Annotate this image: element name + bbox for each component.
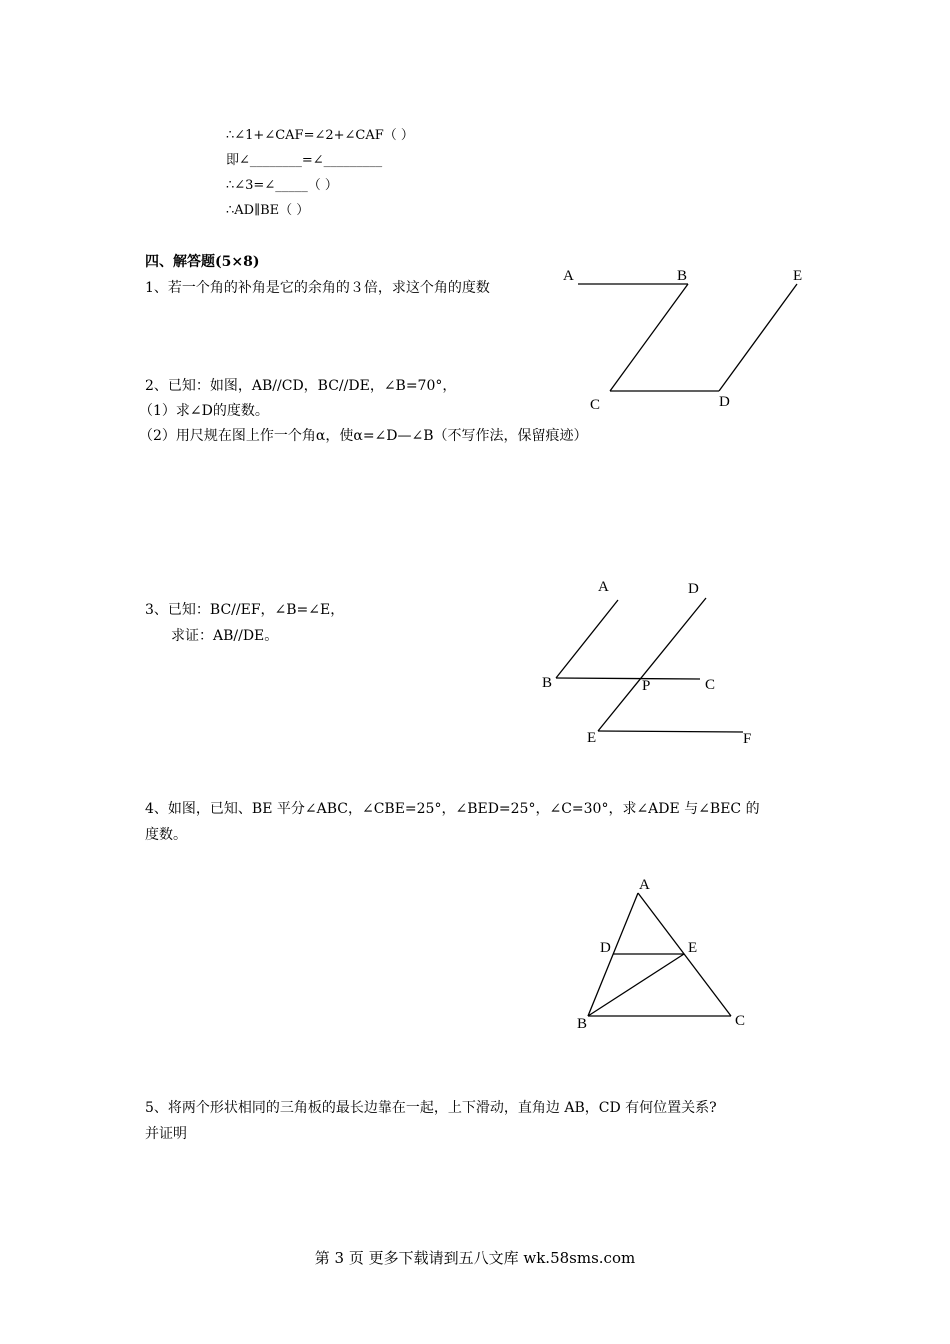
segment-bc-2 (556, 678, 700, 679)
segment-ef (598, 731, 743, 732)
label-e: E (793, 268, 803, 284)
proof-line-1: ∴∠1+∠CAF=∠2+∠CAF（ ） (226, 128, 414, 143)
segment-de (719, 284, 797, 391)
label-e-3: E (688, 940, 698, 956)
section-title: 四、解答题(5×8) (145, 254, 260, 270)
question-4-line-2: 度数。 (145, 827, 187, 843)
segment-bc (610, 284, 688, 391)
label-d-2: D (688, 581, 699, 597)
label-b: B (677, 268, 688, 284)
label-b-2: B (542, 675, 553, 691)
label-a: A (563, 268, 574, 284)
segment-ed (598, 598, 706, 731)
question-5-line-1: 5、将两个形状相同的三角板的最长边靠在一起，上下滑动，直角边 AB，CD 有何位置关系? (145, 1100, 717, 1116)
proof-line-3: ∴∠3=∠_____（ ） (226, 178, 338, 193)
label-d: D (719, 394, 730, 410)
label-a-3: A (639, 877, 650, 893)
label-c-2: C (705, 677, 716, 693)
segment-ba (556, 600, 618, 678)
question-2: 2、已知：如图，AB//CD，BC//DE，∠B=70°， (145, 378, 457, 394)
segment-be-3 (588, 954, 684, 1016)
question-1: 1、若一个角的补角是它的余角的３倍，求这个角的度数 (145, 280, 490, 296)
question-2-part-1: （1）求∠D的度数。 (139, 403, 269, 419)
question-3: 3、已知：BC//EF，∠B=∠E， (145, 602, 345, 618)
label-b-3: B (577, 1016, 588, 1032)
page-footer: 第 3 页 更多下载请到五八文库 wk.58sms.com (314, 1249, 636, 1267)
proof-line-2: 即∠________=∠_________ (226, 153, 383, 168)
label-f: F (743, 731, 752, 747)
question-3-prove: 求证：AB//DE。 (171, 628, 279, 644)
label-a-2: A (598, 579, 609, 595)
label-p: P (642, 678, 651, 694)
question-2-part-2: （2）用尺规在图上作一个角α，使α=∠D—∠B（不写作法，保留痕迹） (139, 428, 588, 444)
question-5-line-2: 并证明 (145, 1126, 187, 1142)
label-c: C (590, 397, 601, 413)
proof-line-4: ∴AD∥BE（ ） (226, 203, 310, 218)
label-d-3: D (600, 940, 611, 956)
question-4-line-1: 4、如图，已知、BE 平分∠ABC，∠CBE=25°，∠BED=25°，∠C=30°，求∠ADE 与∠BEC 的 (145, 801, 760, 817)
label-c-3: C (735, 1013, 746, 1029)
label-e-2: E (587, 730, 597, 746)
